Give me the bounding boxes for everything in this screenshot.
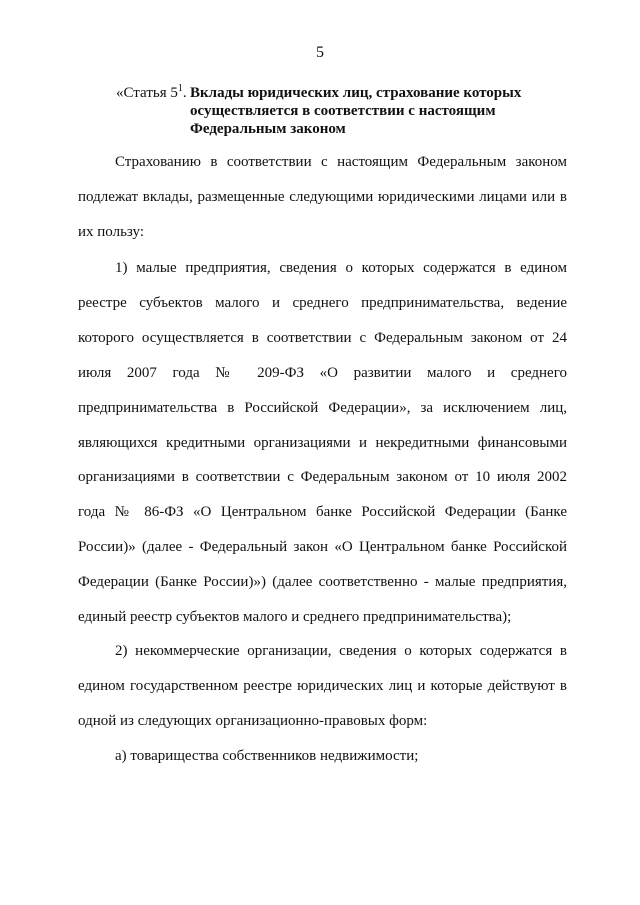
article-title-line: Вклады юридических лиц, страхование которых <box>190 85 522 101</box>
article-title <box>190 84 590 138</box>
paragraph-item-2a: а) товарищества собственников недвижимости; <box>115 748 419 764</box>
paragraph-item-1: 1) малые предприятия, сведения о которых содержатся в едином реестре субъектов малого и среднего предпринимательства, ведение которого осуществляется в соответствии с Федеральным законом от 24 июля 2007 года № 209-ФЗ «О развитии малого и среднего предпринимательства в Российской Федерации», за исключением лиц, являющихся кредитными организациями и некредитными финансовыми организациями в соответствии с Федеральным законом от 10 июля 2002 года № 86-ФЗ «О Центральном банке Российской Федерации (Банке России)» (далее - Федеральный закон «О Центральном банке Российской Федерации (Банке России)») (далее соответственно - малые предприятия, единый реестр субъектов малого и среднего предпринимательства); <box>78 260 567 626</box>
article-superscript: 1 <box>177 83 183 94</box>
article-prefix-text: «Статья 5 <box>116 85 178 101</box>
article-title-line: Федеральным законом <box>190 121 346 137</box>
article-suffix: . <box>182 85 187 101</box>
article-number <box>116 84 187 102</box>
paragraph-item-2: 2) некоммерческие организации, сведения о которых содержатся в едином государственном реестре юридических лиц и которые действуют в одной из следующих организационно-правовых форм: <box>78 643 567 729</box>
article-title-line: осуществляется в соответствии с настоящим <box>190 103 496 119</box>
page-number: 5 <box>316 44 324 61</box>
paragraph-intro: Страхованию в соответствии с настоящим Федеральным законом подлежат вклады, размещенные следующими юридическими лицами или в их пользу: <box>78 154 567 240</box>
